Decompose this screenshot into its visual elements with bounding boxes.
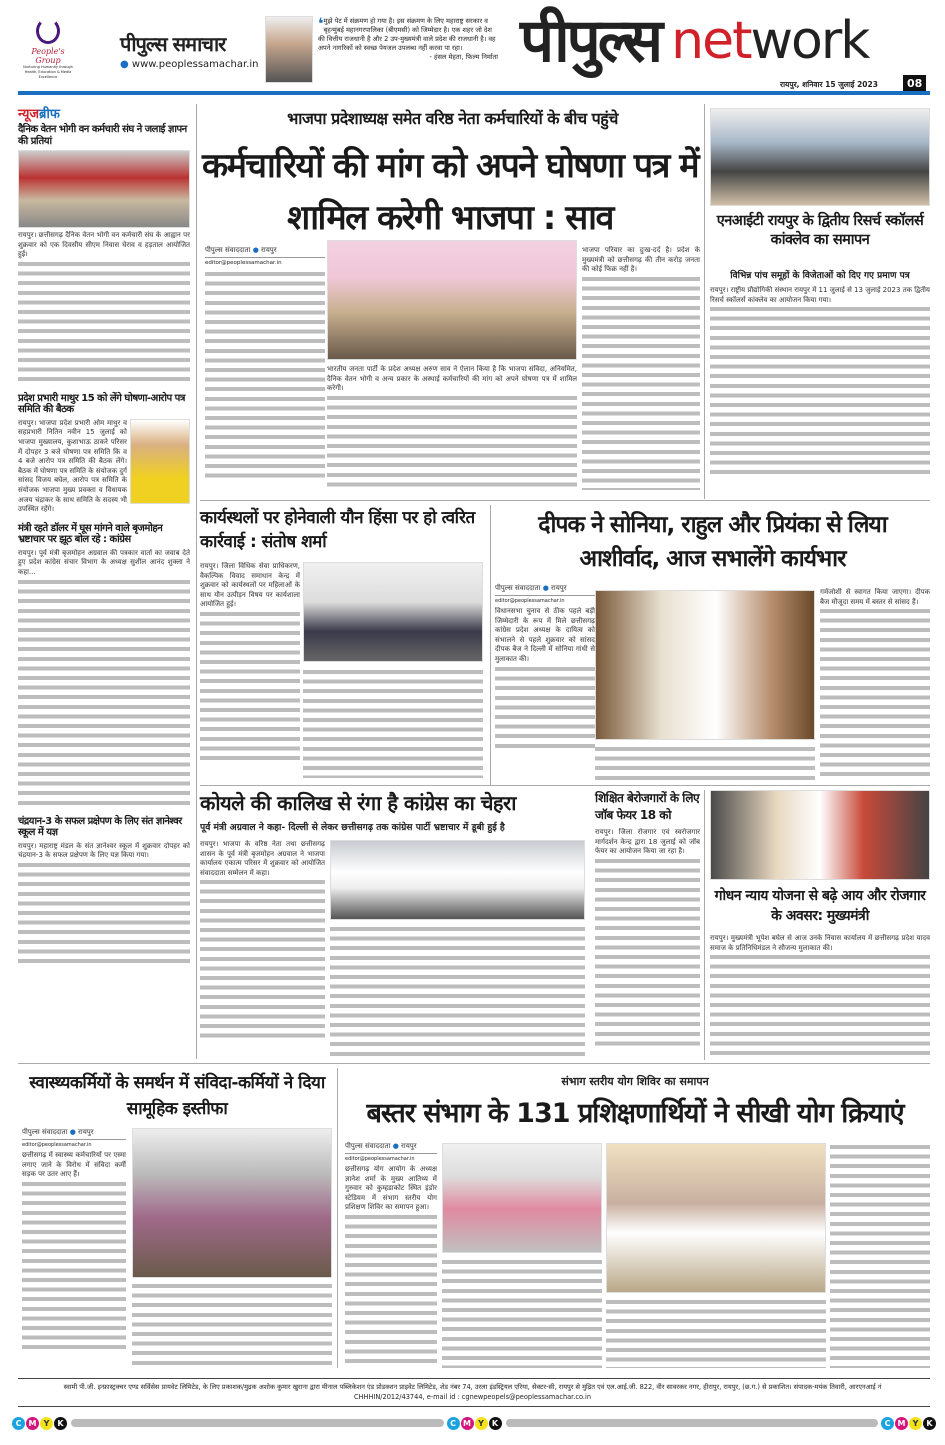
column-divider bbox=[490, 505, 491, 785]
brief-text: रायपुर। भाजपा प्रदेश प्रभारी ओम माथुर व सहप्रभारी नितिन नवीन 15 जुलाई को भाजपा मुख्यालय, कुशाभाऊ ठाकरे परिसर में दोपहर 3 बजे घोषणा पत्र समिति कि व 4 बजे आरोप पत्र समिति की बैठक लेंगे। बैठक में घोषणा पत्र समिति के संयोजक दुर्ग सांसद विजय बघेल, आरोप पत्र समिति के संयोजक भाजपा मुख्य प्रवक्ता व विधायक अजय चंद्राकर के साथ समिति के सदस्य भी उपस्थित रहेंगे। bbox=[18, 418, 127, 514]
text-lines bbox=[710, 305, 930, 480]
cmyk-black: K bbox=[923, 1417, 936, 1430]
godhan-headline: गोधन न्याय योजना से बढ़े आय और रोजगार के अवसर: मुख्यमंत्री bbox=[714, 888, 926, 924]
byline: पीपुल्स संवाददाता ● रायपुर bbox=[345, 1142, 437, 1154]
page-number: 08 bbox=[903, 75, 926, 92]
cmyk-yellow: Y bbox=[475, 1417, 488, 1430]
brief-headline: प्रदेश प्रभारी माथुर 15 को लेंगे घोषणा-आरोप पत्र समिति की बैठक bbox=[18, 392, 185, 416]
nit-headline: एनआईटी रायपुर के द्वितीय रिसर्च स्कॉलर्स कांक्लेव का समापन bbox=[716, 213, 924, 248]
text-lines bbox=[327, 394, 577, 489]
harassment-photo bbox=[303, 562, 483, 662]
quote-author-photo bbox=[265, 16, 313, 83]
health-byline bbox=[22, 1128, 126, 1350]
deepak-text-continued: गर्मजोशी से स्वागत किया जाएगा। दीपक बैज मौजूदा समय में बस्तर से सांसद हैं। bbox=[820, 588, 930, 606]
coal-text: रायपुर। भाजपा के वरिष्ठ नेता तथा छत्तीसगढ़ शासन के पूर्व मंत्री बृजमोहन अग्रवाल ने भाजपा कार्यालय एकात्म परिसर में शुक्रवार को आयोजित संवाददाता सम्मेलन में कहा। bbox=[200, 840, 325, 877]
yoga-byline bbox=[345, 1142, 437, 1363]
byline-reporter: पीपुल्स संवाददाता bbox=[345, 1142, 391, 1150]
samachar-website[interactable]: ● www.peoplessamachar.in bbox=[120, 59, 259, 70]
jobfair-body bbox=[595, 828, 700, 1047]
brief-headline: दैनिक वेतन भोगी वन कर्मचारी संघ ने जलाई ज्ञापन की प्रतियां bbox=[18, 124, 187, 147]
coal-headline: कोयले की कालिख से रंगा है कांग्रेस का चेहरा bbox=[200, 791, 516, 815]
coal-subhead: पूर्व मंत्री अग्रवाल ने कहा- दिल्ली से लेकर छत्तीसगढ़ तक कांग्रेस पार्टी भ्रष्टाचार में डूबी हुई है bbox=[200, 822, 505, 833]
text-lines bbox=[200, 878, 325, 1043]
text-lines bbox=[820, 607, 930, 777]
lead-text-columns bbox=[327, 365, 577, 489]
byline-city: रायपुर bbox=[261, 246, 277, 254]
byline-email[interactable]: editor@peoplessamachar.in bbox=[345, 1156, 415, 1162]
yoga-kicker: संभाग स्तरीय योग शिविर का समापन bbox=[561, 1075, 709, 1088]
byline-email[interactable]: editor@peoplessamachar.in bbox=[495, 598, 565, 604]
harassment-headline: कार्यस्थलों पर होनेवाली यौन हिंसा पर हो त्वरित कार्रवाई : संतोष शर्मा bbox=[200, 508, 475, 552]
column-divider bbox=[704, 104, 705, 499]
deepak-body-right bbox=[820, 588, 930, 777]
text-lines bbox=[18, 260, 190, 385]
lead-kicker: भाजपा प्रदेशाध्यक्ष समेत वरिष्ठ नेता कर्मचारियों के बीच पहुंचे bbox=[287, 109, 618, 128]
health-photo bbox=[132, 1128, 332, 1278]
byline: पीपुल्स संवाददाता ● रायपुर bbox=[205, 246, 325, 258]
column-divider bbox=[337, 1068, 338, 1368]
text-lines bbox=[830, 1143, 930, 1368]
protest-photo bbox=[18, 150, 190, 228]
jobfair-text: रायपुर। जिला रोजगार एवं स्वरोजगार मार्गदर्शन केन्द्र द्वारा 18 जुलाई को जॉब फेयर का आयोजन किया जा रहा है। bbox=[595, 828, 700, 856]
harassment-text: रायपुर। जिला विधिक सेवा प्राधिकरण, वैकल्पिक विवाद समाधान केन्द्र में शुक्रवार को कार्यस्थलों पर महिलाओं के साथ यौन उत्पीड़न विषय पर कार्यशाला आयोजित हुई। bbox=[200, 562, 300, 609]
brief-headline: मंत्री रहते डॉलर में घूस मांगने वाले बृजमोहन भ्रष्टाचार पर झूठ बोल रहे : कांग्रेस bbox=[18, 522, 163, 546]
cmyk-black: K bbox=[54, 1417, 67, 1430]
cmyk-cyan: C bbox=[881, 1417, 894, 1430]
harassment-body bbox=[200, 562, 300, 760]
cmyk-cyan: C bbox=[12, 1417, 25, 1430]
brief-text: रायपुर। छत्तीसगढ़ दैनिक वेतन भोगी वन कर्मचारी संघ के आह्वान पर शुक्रवार को एक दिवसीय सीएम निवास घेराव व हड़ताल आयोजित हुई। bbox=[18, 231, 190, 259]
coal-photo bbox=[330, 840, 585, 920]
byline-reporter: पीपुल्स संवाददाता bbox=[205, 246, 251, 254]
quote-text: मुझे पेट में संक्रमण हो गया है। इस संक्रमण के लिए महाराष्ट्र सरकार व बृहन्मुंबई महानगरपालिका (बीएमसी) को जिम्मेदार है। एक शहर जो देश की वित्तीय राजधानी है और 2 उप-मुख्यमंत्री वाले प्रदेश की राजधानी है। वह अपने नागरिकों को स्वच्छ पेयजल उपलब्ध नहीं करवा पा रहा। bbox=[318, 17, 496, 52]
deepak-photo bbox=[595, 590, 815, 740]
yoga-photo-1 bbox=[442, 1143, 602, 1253]
peoples-group-logo bbox=[18, 18, 78, 80]
samachar-name: पीपुल्स समाचार bbox=[120, 32, 226, 56]
lead-photo bbox=[327, 240, 577, 360]
byline-email[interactable]: editor@peoplessamachar.in bbox=[205, 260, 282, 266]
masthead-rule bbox=[18, 91, 930, 95]
row-divider bbox=[18, 1063, 930, 1064]
godhan-body bbox=[710, 934, 930, 1058]
text-lines bbox=[595, 857, 700, 1047]
cmyk-cyan: C bbox=[447, 1417, 460, 1430]
mathur-photo bbox=[130, 419, 190, 504]
health-headline: स्वास्थ्यकर्मियों के समर्थन में संविदा-कर्मियों ने दिया सामूहिक इस्तीफा bbox=[29, 1073, 325, 1119]
text-lines bbox=[18, 578, 190, 808]
nit-text: रायपुर। राष्ट्रीय प्रौद्योगिकी संस्थान रायपुर में 11 जुलाई से 13 जुलाई 2023 तक द्वितीय रिसर्च स्कॉलर्स कांक्लेव का आयोजन किया गया। bbox=[710, 286, 930, 304]
brief-headline: चंद्रयान-3 के सफल प्रक्षेपण के लिए संत ज्ञानेश्वर स्कूल में यज्ञ bbox=[18, 815, 182, 838]
group-name: People's Group bbox=[31, 47, 65, 65]
text-lines bbox=[200, 610, 300, 760]
row-divider bbox=[200, 500, 930, 501]
yoga-headline: बस्तर संभाग के 131 प्रशिक्षणार्थियों ने सीखी योग क्रियाएं bbox=[366, 1098, 904, 1129]
footer-rule bbox=[18, 1378, 930, 1379]
group-tagline: Nurturing Humanity through Health, Education & Media Excellence bbox=[23, 65, 73, 79]
footer-imprint: स्वामी पी.जी. इन्फ्रास्ट्रक्चर एण्ड सर्विसेस प्रायवेट लिमिटेड, के लिए प्रकाशक/मुद्रक अशोक कुमार खुराना द्वारा मीनाल पब्लिकेशन एंड प्रोडक्शन प्राइवेट लिमिटेड, शेड नंबर 74, उरला इंडस्ट्रियल एरिया, सेक्टर-सी, रायपुर से मुद्रित एवं एल.आई.जी. 822, वीर सावरकर नगर, हीरापुर, रायपुर, (छ.ग.) से प्रकाशित। संपादक-मयंक तिवारी, आरएनआई नं CHHHIN/2012/43744, e-mail id : cgnewpeopels@peoplessamachar.co.in bbox=[63, 1383, 882, 1401]
row-divider bbox=[200, 785, 930, 786]
text-lines bbox=[595, 745, 815, 780]
dateline: रायपुर, शनिवार 15 जुलाई 2023 bbox=[780, 80, 878, 89]
byline-reporter: पीपुल्स संवाददाता bbox=[22, 1128, 68, 1136]
quote-box bbox=[318, 14, 498, 62]
godhan-text: रायपुर। मुख्यमंत्री भूपेश बघेल से आज उनके निवास कार्यालय में छत्तीसगढ़ प्रदेश यादव समाज के प्रतिनिधिमंडल ने सौजन्य मुलाकात की। bbox=[710, 934, 930, 952]
text-lines bbox=[132, 1282, 332, 1367]
brief-text: रायपुर। पूर्व मंत्री बृजमोहन अग्रवाल की पत्रकार वार्ता का जवाब देते हुए प्रदेश कांग्रेस संचार विभाग के अध्यक्ष सुशील आनंद शुक्ला ने कहा... bbox=[18, 548, 190, 576]
brief-label-a: न्यूज bbox=[18, 107, 40, 122]
news-brief-label bbox=[18, 104, 190, 122]
news-brief-column bbox=[18, 104, 190, 966]
website-text: www.peoplessamachar.in bbox=[131, 59, 259, 70]
lead-text-right bbox=[582, 246, 700, 490]
jobfair-headline: शिक्षित बेरोजगारों के लिए जॉब फेयर 18 को bbox=[595, 791, 700, 822]
quote-author: - हंसल मेहता, फिल्म निर्माता bbox=[429, 53, 498, 61]
text-lines bbox=[495, 665, 595, 750]
nit-subhead: विभिन्न पांच समूहों के विजेताओं को दिए गए प्रमाण पत्र bbox=[730, 271, 910, 281]
cmyk-yellow: Y bbox=[40, 1417, 53, 1430]
text-lines bbox=[345, 1213, 437, 1363]
text-lines bbox=[303, 668, 483, 778]
cmyk-magenta: M bbox=[461, 1417, 474, 1430]
brief-text: रायपुर। महाराष्ट्र मंडल के संत ज्ञानेश्वर स्कूल में शुक्रवार दोपहर को चंद्रयान-3 के सफल प्रक्षेपण के लिए यज्ञ किया गया। bbox=[18, 841, 190, 860]
title-work: work bbox=[750, 11, 869, 71]
yoga-photo-2 bbox=[606, 1143, 826, 1293]
lead-body-continued: भाजपा परिवार का दुःख-दर्द है। प्रदेश के मुख्यमंत्री को छत्तीसगढ़ की तीन करोड़ जनता की कोई फिक्र नहीं है। bbox=[582, 246, 700, 274]
text-lines bbox=[582, 275, 700, 490]
cmyk-magenta: M bbox=[895, 1417, 908, 1430]
coal-body bbox=[200, 840, 325, 1043]
byline: पीपुल्स संवाददाता ● रायपुर bbox=[495, 584, 595, 596]
newspaper-title bbox=[520, 6, 940, 76]
text-lines bbox=[606, 1298, 826, 1368]
title-hindi: पीपुल्स bbox=[520, 6, 661, 76]
nit-photo bbox=[710, 108, 930, 206]
deepak-byline bbox=[495, 584, 595, 750]
footer-rule bbox=[18, 1406, 930, 1407]
text-lines bbox=[205, 270, 325, 482]
byline-city: रायपुर bbox=[401, 1142, 417, 1150]
deepak-text: विधानसभा चुनाव से ठीक पहले बड़ी जिम्मेदारी के रूप में मिले छत्तीसगढ़ कांग्रेस प्रदेश अध्यक्ष के दायित्व को संभालने से पहले शुक्रवार को सांसद दीपक बैज ने दिल्ली में सोनिया गांधी से मुलाकात की। bbox=[495, 607, 595, 663]
title-net: net bbox=[671, 11, 751, 71]
cmyk-magenta: M bbox=[26, 1417, 39, 1430]
registration-bar bbox=[71, 1419, 444, 1427]
text-lines bbox=[442, 1258, 602, 1368]
byline-reporter: पीपुल्स संवाददाता bbox=[495, 584, 541, 592]
health-text: छत्तीसगढ़ में स्वास्थ्य कर्मचारियों पर एस्मा लगाए जाने के विरोध में संविदा कर्मी सड़क पर उतर आए हैं। bbox=[22, 1151, 126, 1179]
text-lines bbox=[330, 925, 585, 1060]
column-divider bbox=[704, 790, 705, 1060]
logo-emblem-icon bbox=[36, 18, 60, 44]
text-lines bbox=[710, 953, 930, 1058]
nit-body bbox=[710, 286, 930, 480]
samachar-brand bbox=[120, 30, 265, 70]
byline-city: रायपुर bbox=[551, 584, 567, 592]
color-registration-bar bbox=[12, 1415, 937, 1431]
lead-byline bbox=[205, 246, 325, 482]
byline-email[interactable]: editor@peoplessamachar.in bbox=[22, 1142, 92, 1148]
text-lines bbox=[18, 861, 190, 966]
quote-mark-icon: ❛ bbox=[318, 14, 324, 33]
cmyk-yellow: Y bbox=[909, 1417, 922, 1430]
text-lines bbox=[22, 1180, 126, 1350]
lead-body: भारतीय जनता पार्टी के प्रदेश अध्यक्ष अरुण साव ने ऐलान किया है कि भाजपा संविदा, अनियमित, दैनिक वेतन भोगी व अन्य प्रकार के अस्थाई कर्मचारियों की मांग को अपने घोषणा पत्र में शामिल करेगी। bbox=[327, 365, 577, 393]
brief-label-b: ब्रीफ bbox=[39, 107, 60, 122]
deepak-headline: दीपक ने सोनिया, राहुल और प्रियंका से लिया आशीर्वाद, आज सभालेंगे कार्यभार bbox=[538, 512, 887, 572]
yoga-text: छत्तीसगढ़ योग आयोग के अध्यक्ष ज्ञानेश शर्मा के मुख्य आतिथ्य में गुरुवार को कुम्हडाकोट स्थित इंडोर स्टेडियम में संभाग स्तरीय योग प्रशिक्षण शिविर का समापन हुआ। bbox=[345, 1165, 437, 1212]
lead-headline: कर्मचारियों की मांग को अपने घोषणा पत्र में शामिल करेगी भाजपा : साव bbox=[201, 146, 699, 238]
godhan-photo bbox=[710, 790, 930, 880]
byline-city: रायपुर bbox=[78, 1128, 94, 1136]
registration-bar bbox=[506, 1419, 879, 1427]
column-divider bbox=[196, 104, 197, 1059]
cmyk-black: K bbox=[489, 1417, 502, 1430]
byline: पीपुल्स संवाददाता ● रायपुर bbox=[22, 1128, 126, 1140]
